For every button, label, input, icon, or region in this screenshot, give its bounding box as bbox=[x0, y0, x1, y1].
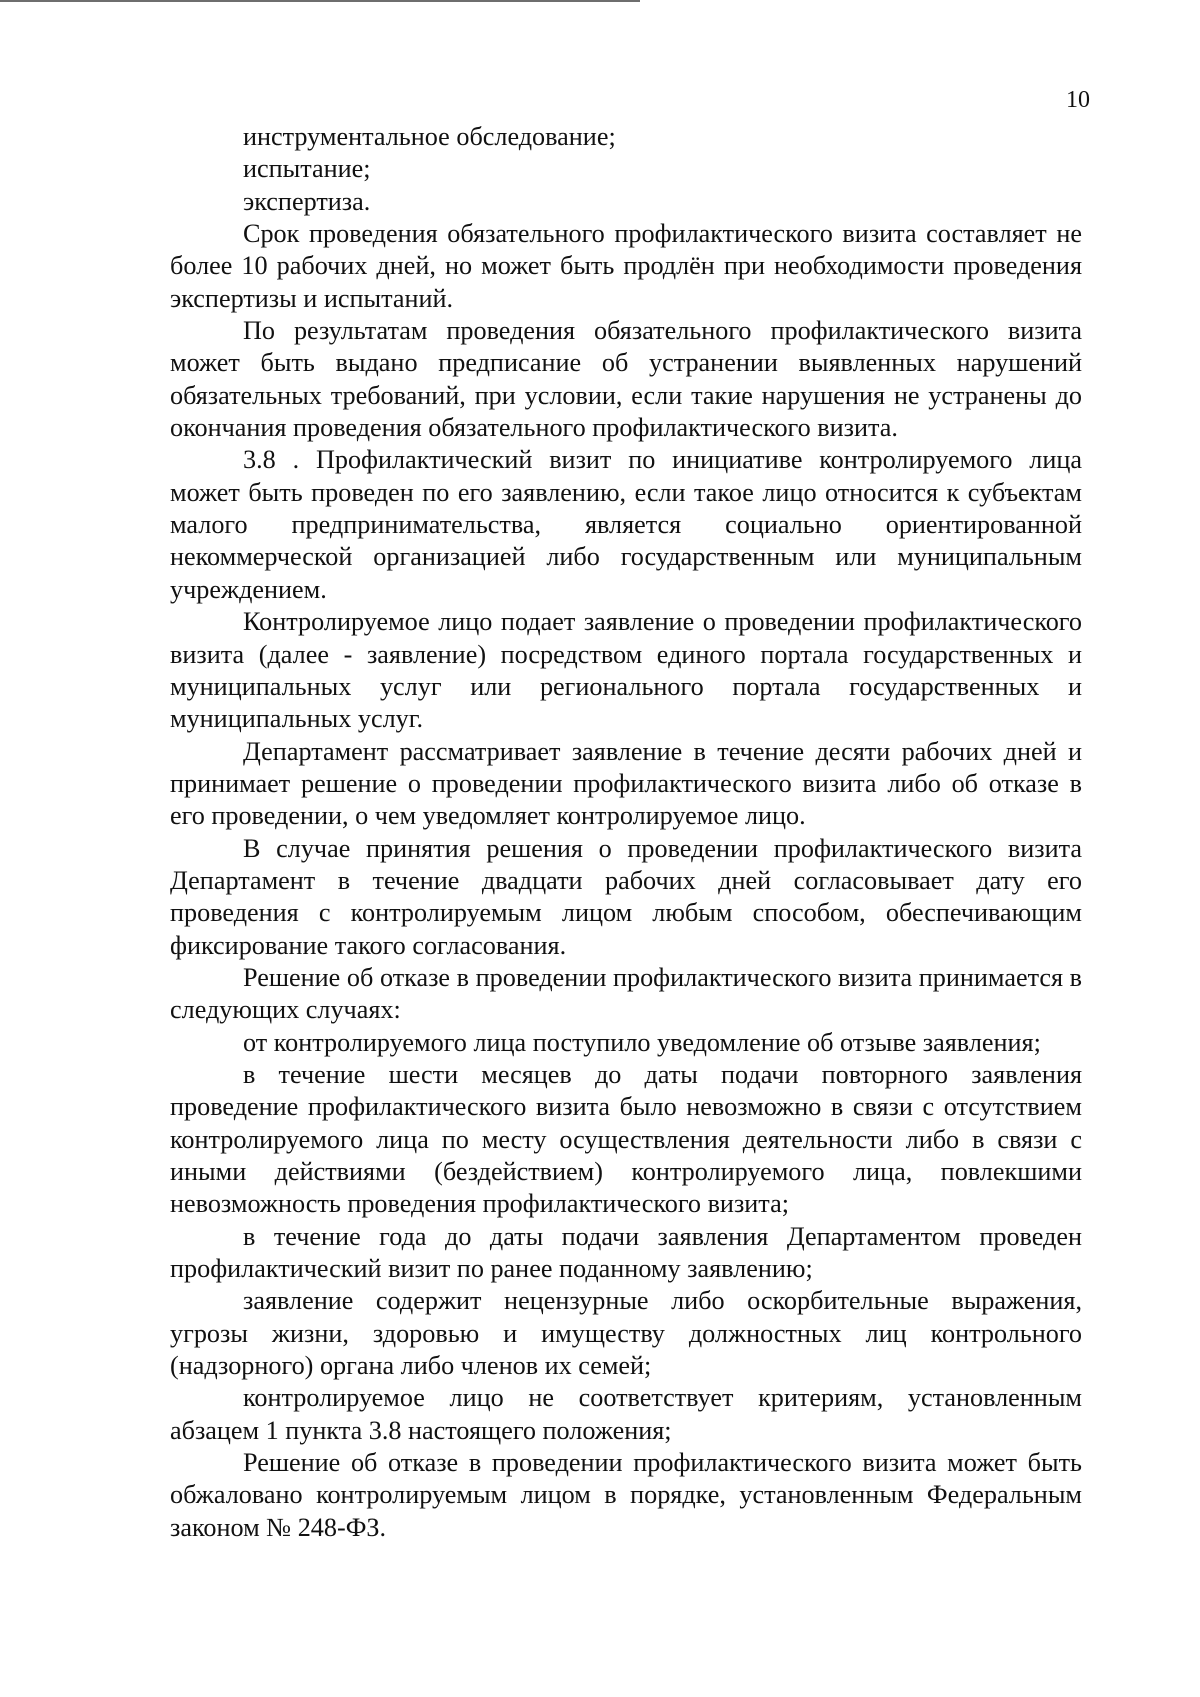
page-number: 10 bbox=[1066, 87, 1090, 113]
paragraph: Решение об отказе в проведении профилактического визита принимается в следующих случаях: bbox=[170, 962, 1082, 1025]
paragraph: заявление содержит нецензурные либо оскорбительные выражения, угрозы жизни, здоровью и имуществу должностных лиц контрольного (надзорного) органа либо членов их семей; bbox=[170, 1286, 1082, 1381]
paragraph: По результатам проведения обязательного профилактического визита может быть выдано предписание об устранении выявленных нарушений обязательных требований, при условии, если такие нарушения не устранены до окончания проведения обязательного профилактического визита. bbox=[170, 316, 1082, 443]
paragraph: инструментальное обследование; bbox=[243, 122, 616, 151]
paragraph: Решение об отказе в проведении профилактического визита может быть обжаловано контролируемым лицом в порядке, установленным Федеральным законом № 248-ФЗ. bbox=[170, 1448, 1082, 1542]
paragraph: в течение года до даты подачи заявления Департаментом проведен профилактический визит по ранее поданному заявлению; bbox=[170, 1221, 1082, 1284]
paragraph: Контролируемое лицо подает заявление о проведении профилактического визита (далее - заявление) посредством единого портала государственных и муниципальных услуг или регионального портала государственных и муниципальных услуг. bbox=[170, 607, 1082, 734]
paragraph: Департамент рассматривает заявление в течение десяти рабочих дней и принимает решение о проведении профилактического визита либо об отказе в его проведении, о чем уведомляет контролируемое лицо. bbox=[170, 736, 1082, 831]
paragraph: контролируемое лицо не соответствует критериям, установленным абзацем 1 пункта 3.8 настоящего положения; bbox=[170, 1383, 1082, 1445]
paragraph: в течение шести месяцев до даты подачи повторного заявления проведение профилактического визита было невозможно в связи с отсутствием контролируемого лица по месту осуществления деятельности либо в связи с иными действиями (бездействием) контролируемого лица, повлекшими невозможность проведения профилактического визита; bbox=[170, 1059, 1082, 1219]
paragraph: В случае принятия решения о проведении профилактического визита Департамент в течение двадцати рабочих дней согласовывает дату его проведения с контролируемым лицом любым способом, обеспечивающим фиксирование такого согласования. bbox=[170, 833, 1082, 960]
document-body bbox=[170, 121, 1082, 1544]
paragraph: испытание; bbox=[243, 154, 371, 184]
paragraph: от контролируемого лица поступило уведомление об отзыве заявления; bbox=[243, 1027, 1041, 1057]
paragraph: 3.8 . Профилактический визит по инициативе контролируемого лица может быть проведен по его заявлению, если такое лицо относится к субъектам малого предпринимательства, является социально ориентированной некоммерческой организацией либо государственным или муниципальным учреждением. bbox=[170, 445, 1082, 604]
paragraph: экспертиза. bbox=[243, 186, 371, 216]
paragraph: Срок проведения обязательного профилактического визита составляет не более 10 рабочих дней, но может быть продлён при необходимости проведения экспертизы и испытаний. bbox=[170, 219, 1082, 313]
